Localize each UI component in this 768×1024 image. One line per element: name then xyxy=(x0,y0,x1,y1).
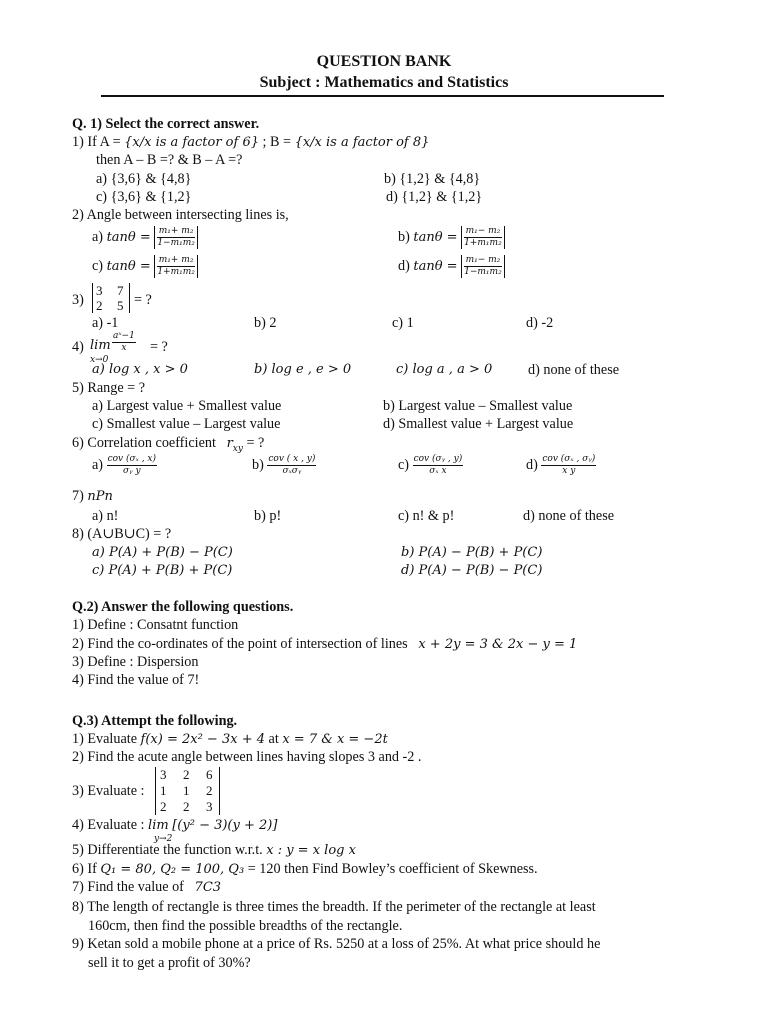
q1-item6-option-a: a) $\frac{\text{cov (σₓ , x)}}{\text{σᵧ y}}$ xyxy=(92,454,157,476)
q1-item6-question: 6) Correlation coefficient $r_{xy}$ = ? xyxy=(72,435,265,454)
q3-line9-cont: sell it to get a profit of 30%? xyxy=(88,955,251,971)
q1-item1-line2: then A – B =? & B – A =? xyxy=(96,152,243,168)
q1-item4-lim-sub: x→0 xyxy=(90,355,109,365)
q1-item3-option-d: d) -2 xyxy=(526,315,554,331)
q1-item2-option-a: a) tanθ = $\frac{\text{m₁+ m₂}}{\text{1−m₁m₂}}$ xyxy=(92,226,198,249)
q2-line4: 4) Find the value of 7! xyxy=(72,672,200,688)
q1-item4-option-c: c) log a , a > 0 xyxy=(396,362,493,377)
q1-item3-number: 3) xyxy=(72,292,84,308)
q3-line3: 3) Evaluate : xyxy=(72,783,145,799)
q1-item5-option-c: c) Smallest value – Largest value xyxy=(92,416,281,432)
q1-item2-question: 2) Angle between intersecting lines is, xyxy=(72,207,289,223)
q3-determinant: 3 2 6 1 1 2 2 2 3 xyxy=(155,767,220,815)
q1-item7-question: 7) nPn xyxy=(72,488,113,504)
q1-item1-option-d: d) {1,2} & {1,2} xyxy=(386,189,483,205)
q1-item1-question: 1) If A = {x/x is a factor of 6} ; B = {x/x is a factor of 8} xyxy=(72,134,430,150)
q1-item3-option-c: c) 1 xyxy=(392,315,414,331)
q1-item6-option-d: d) $\frac{\text{cov (σₓ , σᵧ)}}{\text{x y}}$ xyxy=(526,454,596,476)
q2-line3: 3) Define : Dispersion xyxy=(72,654,199,670)
q3-line8: 8) The length of rectangle is three times the breadth. If the perimeter of the rectangle at least xyxy=(72,899,596,915)
q3-heading: Q.3) Attempt the following. xyxy=(72,713,238,729)
q1-item5-question: 5) Range = ? xyxy=(72,380,146,396)
q1-item3-option-a: a) -1 xyxy=(92,315,119,331)
q3-line1: 1) Evaluate f(x) = 2x² − 3x + 4 at x = 7 & x = −2t xyxy=(72,731,388,747)
q1-item2-option-c: c) tanθ = $\frac{\text{m₁+ m₂}}{\text{1+m₁m₂}}$ xyxy=(92,255,198,278)
q1-item2-option-d: d) tanθ = $\frac{\text{m₁− m₂}}{\text{1−m₁m₂}}$ xyxy=(398,255,505,278)
q1-item4-lim: lim xyxy=(90,338,111,353)
q1-item2-option-b: b) tanθ = $\frac{\text{m₁− m₂}}{\text{1+m₁m₂}}$ xyxy=(398,226,505,249)
q3-line9: 9) Ketan sold a mobile phone at a price of Rs. 5250 at a loss of 25%. At what price should he xyxy=(72,936,601,952)
q1-item5-option-d: d) Smallest value + Largest value xyxy=(383,416,574,432)
q1-item3-option-b: b) 2 xyxy=(254,315,277,331)
header-rule xyxy=(101,95,664,97)
q1-item5-option-b: b) Largest value – Smallest value xyxy=(383,398,573,414)
q1-item7-option-d: d) none of these xyxy=(523,508,615,524)
q1-item4-option-b: b) log e , e > 0 xyxy=(254,362,352,377)
q1-item6-option-c: c) $\frac{\text{cov (σᵧ , y)}}{\text{σₓ x}}$ xyxy=(398,454,463,476)
q3-line2: 2) Find the acute angle between lines having slopes 3 and -2 . xyxy=(72,749,422,765)
q1-item8-question: 8) (A∪B∪C) = ? xyxy=(72,526,172,542)
q1-item8-option-b: b) P(A) − P(B) + P(C) xyxy=(401,545,543,560)
q1-item3-tail: = ? xyxy=(134,292,152,308)
q3-line8-cont: 160cm, then find the possible breadths of the rectangle. xyxy=(88,918,403,934)
q1-item1-option-a: a) {3,6} & {4,8} xyxy=(96,171,192,187)
q1-item8-option-a: a) P(A) + P(B) − P(C) xyxy=(92,545,233,560)
q1-item8-option-d: d) P(A) − P(B) − P(C) xyxy=(401,563,543,578)
q1-item4-tail: = ? xyxy=(150,339,168,355)
q1-item1-option-c: c) {3,6} & {1,2} xyxy=(96,189,192,205)
q1-item5-option-a: a) Largest value + Smallest value xyxy=(92,398,282,414)
q1-item7-option-a: a) n! xyxy=(92,508,119,524)
subject-title: Subject : Mathematics and Statistics xyxy=(259,74,509,91)
q1-item7-option-b: b) p! xyxy=(254,508,282,524)
q1-heading: Q. 1) Select the correct answer. xyxy=(72,116,260,132)
q3-line6: 6) If Q₁ = 80, Q₂ = 100, Q₃ = 120 then Find Bowley’s coefficient of Skewness. xyxy=(72,861,538,877)
q2-line2: 2) Find the co-ordinates of the point of intersection of lines x + 2y = 3 & 2x − y = 1 xyxy=(72,636,578,652)
q1-item8-option-c: c) P(A) + P(B) + P(C) xyxy=(92,563,233,578)
q3-line7: 7) Find the value of 7C3 xyxy=(72,879,222,895)
q1-item4-option-a: a) log x , x > 0 xyxy=(92,362,188,377)
q1-item3-determinant: 3 7 2 5 xyxy=(92,283,130,313)
q3-line4-sub: y→2 xyxy=(154,834,173,844)
q1-item1-option-b: b) {1,2} & {4,8} xyxy=(384,171,481,187)
q3-line5: 5) Differentiate the function w.r.t. x : y = x log x xyxy=(72,842,356,858)
q3-line4: 4) Evaluate : lim [(y² − 3)(y + 2)] xyxy=(72,817,278,833)
q2-line1: 1) Define : Consatnt function xyxy=(72,617,239,633)
q1-item4-number: 4) xyxy=(72,339,84,355)
q1-item4-option-d: d) none of these xyxy=(528,362,620,378)
q1-item4-fraction: $\frac{\text{aˣ−1}}{x}$ xyxy=(113,331,135,353)
q1-item7-option-c: c) n! & p! xyxy=(398,508,455,524)
q2-heading: Q.2) Answer the following questions. xyxy=(72,599,294,615)
page-title: QUESTION BANK xyxy=(316,53,452,70)
q1-item6-option-b: b) $\frac{\text{cov ( x , y)}}{\text{σₓσᵧ}}$ xyxy=(252,454,316,476)
